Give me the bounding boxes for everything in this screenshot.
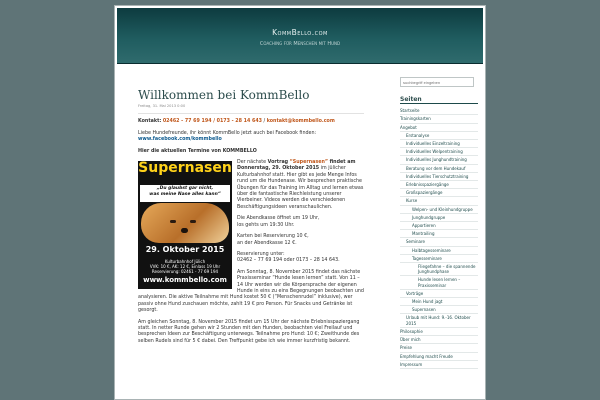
- pages-heading: Seiten: [400, 97, 478, 104]
- p2-line1: Die Abendkasse öffnet um 19 Uhr,: [237, 216, 320, 222]
- page-container: [114, 5, 486, 400]
- p1-pre: Der nächste: [237, 160, 267, 166]
- dog-photo: [141, 203, 229, 243]
- sidebar-menu-item[interactable]: Individuelles Tierschutztraining: [400, 173, 478, 181]
- sidebar-menu-item[interactable]: Fliegefahne – die spannende Junghundphase: [400, 263, 478, 276]
- p4-line1: Reservierung unter:: [237, 251, 285, 257]
- supernasen-flyer-image[interactable]: [138, 161, 232, 289]
- flyer-web: www.kommbello.com: [143, 276, 227, 285]
- sidebar-menu-item[interactable]: Supernasen: [400, 306, 478, 314]
- flyer-venue-line1: Kulturbahnhof Jülich: [164, 259, 206, 265]
- sidebar-menu-item[interactable]: Großspaziergänge: [400, 189, 478, 197]
- p1-bold: Vortrag: [267, 160, 289, 166]
- flyer-venue-line2: VVK: 10 €, AK: 12 €, Einlass 19 Uhr: [149, 264, 221, 270]
- p4-line2: 02462 – 77 69 194 oder 0173 – 28 14 643.: [237, 258, 340, 264]
- p2-line2: los gehts um 19:30 Uhr.: [237, 222, 295, 228]
- flyer-quote-line2: was meine Nase alles kann“: [149, 191, 221, 197]
- facebook-link[interactable]: www.facebook.com/kommbello: [138, 137, 222, 143]
- facebook-paragraph: [138, 131, 364, 144]
- p1-rest: im jülicher Kulturbahnhof statt. Hier gibt es jede Menge Infos rund um die Hundenase. Wir besprechen praktische Übungen für das Training im Alltag und lernen etwas über die fantastische Riechleistung unserer Vierbeiner. Videos werden die verschiedenen Beschäftigungsideen veranschaulichen.: [237, 166, 364, 210]
- sidebar-menu-item[interactable]: Hunde lesen lernen – Praxisseminar: [400, 276, 478, 289]
- sidebar-menu-item[interactable]: Philosophie: [400, 328, 478, 336]
- dates-heading-text: Hier die aktuellen Termine von KOMMBELLO: [138, 148, 257, 154]
- sidebar-menu-item[interactable]: Empfehlung macht Freude: [400, 353, 478, 361]
- sidebar-menu-item[interactable]: Halbtagesseminare: [400, 247, 478, 255]
- sidebar-menu-item[interactable]: Apportieren: [400, 222, 478, 230]
- sidebar-menu-item[interactable]: Impressum: [400, 361, 478, 369]
- p3-line2: an der Abendkasse 12 €.: [237, 240, 297, 246]
- contact-line: Kontakt: 02462 - 77 69 194 / 0173 - 28 14 643 / kontakt@kommbello.com: [138, 119, 335, 125]
- sidebar-menu-item[interactable]: Beratung vor dem Hundekauf: [400, 165, 478, 173]
- flyer-title: Supernasen: [138, 161, 232, 177]
- sidebar-menu-item[interactable]: Seminare: [400, 238, 478, 246]
- post-date: Freitag, 31. Mai 2013 0:00: [138, 103, 364, 114]
- paragraph-walk: Am gleichen Sonntag, 8. November 2015 findet um 15 Uhr der nächste Erlebnisspaziergang statt. In netter Runde gehen wir 2 Stunden mit den Hunden, beobachten viel Freilauf und besprechen Ideen zur Beschäftigung unterwegs. Teilnahme pro Hund: 10 €; Zweithunde des selben Rudels sind für 5 € dabei. Den Treffpunkt gebe ich wie immer kurzfristig bekannt.: [138, 319, 360, 344]
- site-title[interactable]: KommBello.com: [272, 28, 328, 37]
- sidebar-menu-item[interactable]: Welpen- und Kleinhundgruppe: [400, 206, 478, 214]
- sidebar-menu-item[interactable]: Trainingskarten: [400, 115, 478, 123]
- flyer-quote: [140, 185, 230, 202]
- sidebar-menu-item[interactable]: Preise: [400, 344, 478, 352]
- sidebar-menu-item[interactable]: Tagesseminare: [400, 255, 478, 263]
- sidebar-menu-item[interactable]: Angebot: [400, 124, 478, 132]
- search-input[interactable]: [400, 77, 474, 87]
- flyer-venue: [138, 259, 232, 274]
- sidebar-menu-item[interactable]: Individuelles Welpentraining: [400, 148, 478, 156]
- sidebar-menu-item[interactable]: Individuelles Einzeltraining: [400, 140, 478, 148]
- sidebar-menu-item[interactable]: Kurse: [400, 197, 478, 205]
- dog-eye: [190, 220, 196, 223]
- sidebar-menu-item[interactable]: Über mich: [400, 336, 478, 344]
- pages-menu: [400, 107, 478, 369]
- contact-label: Kontakt:: [138, 119, 162, 125]
- sidebar-menu-item[interactable]: Mantrailing: [400, 230, 478, 238]
- main-content: [138, 88, 364, 400]
- p3-line1: Karten bei Reservierung 10 €,: [237, 234, 309, 240]
- site-tagline: Coaching für Menschen mit Hund: [259, 41, 341, 47]
- sidebar: [400, 74, 478, 400]
- sidebar-menu-item[interactable]: Junghundgruppe: [400, 214, 478, 222]
- p1-highlight: “Supernasen”: [289, 160, 329, 166]
- site-header: [117, 8, 483, 64]
- contact-email-link[interactable]: kontakt@kommbello.com: [266, 119, 335, 125]
- dog-eye: [170, 220, 176, 223]
- sidebar-menu-item[interactable]: Urlaub mit Hund: 9.-16. Oktober 2015: [400, 314, 478, 327]
- flyer-date: 29. Oktober 2015: [145, 245, 225, 255]
- post-title[interactable]: Willkommen bei KommBello: [138, 88, 310, 102]
- sidebar-menu-item[interactable]: Mein Hund jagt: [400, 298, 478, 306]
- sidebar-menu-item[interactable]: Erlebnisspaziergänge: [400, 181, 478, 189]
- sidebar-menu-item[interactable]: Vorträge: [400, 290, 478, 298]
- flyer-quote-line1: „Du glaubst gar nicht,: [156, 186, 214, 192]
- paragraph-seminar: Am Sonntag, 8. November 2015 findet das nächste Praxisseminar “Hunde lesen lernen” statt. Von 11 – 14 Uhr werden wir die Körpersprache der eigenen Hunde in eins zu eins Begegnungen beobachten und analysieren. Die aktive Teilnahme mit Hund kostet 50 € (“Menschenrudel” inklusive), wer passiv ohne Hund zuschauen möchte, zahlt 19 € pro Person. Für Snacks und Getränke ist gesorgt.: [138, 269, 364, 314]
- facebook-text: Liebe Hundefreunde, ihr könnt KommBello jetzt auch bei Facebook finden:: [138, 130, 317, 136]
- dog-nose: [181, 228, 188, 233]
- dates-heading: [138, 149, 364, 155]
- p1-date: findet am Donnerstag, 29. Oktober 2015: [237, 160, 356, 172]
- flyer-venue-line3: Reservierung: 02461 - 77 69 194: [151, 269, 219, 275]
- sidebar-menu-item[interactable]: Startseite: [400, 107, 478, 115]
- sidebar-menu-item[interactable]: Individuelles Junghundtraining: [400, 156, 478, 164]
- contact-phones: 02462 - 77 69 194 / 0173 - 28 14 643: [162, 119, 263, 125]
- sidebar-menu-item[interactable]: Erstanalyse: [400, 132, 478, 140]
